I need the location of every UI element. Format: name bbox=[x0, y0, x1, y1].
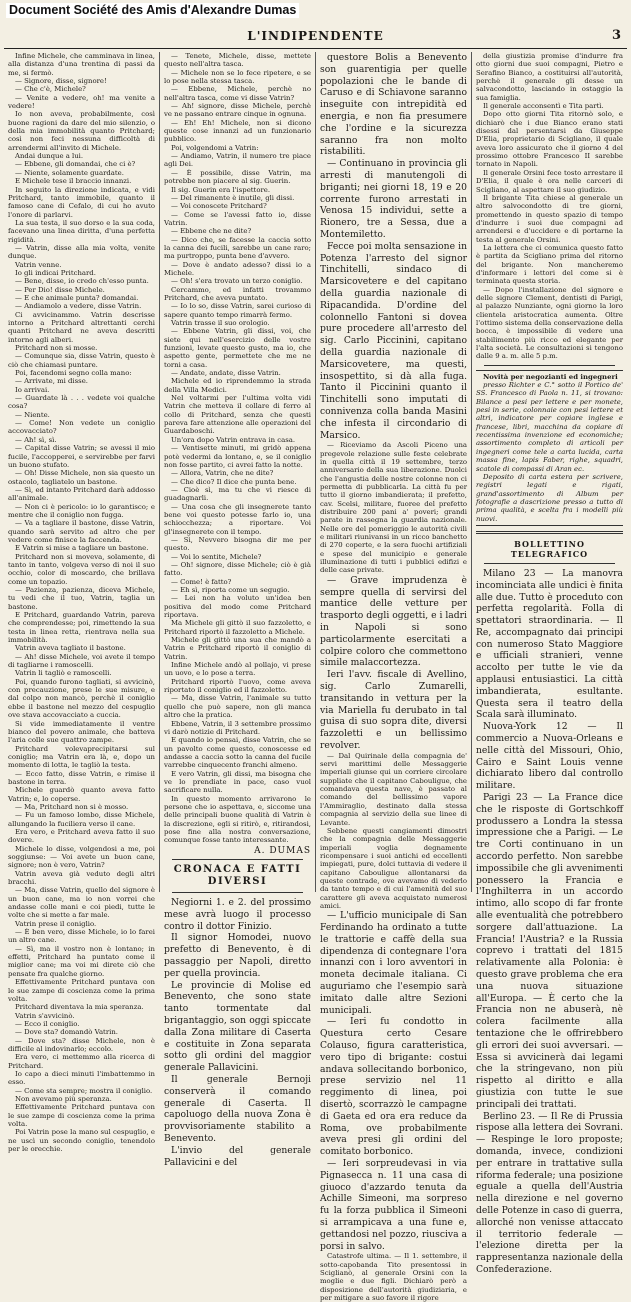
feuilleton-paragraph: Un'ora dopo Vatrin entrava in casa. bbox=[171, 435, 296, 444]
feuilleton-paragraph: — E che animale punta? domandai. bbox=[15, 293, 139, 302]
news-paragraph: Sebbene questi cangiamenti dimostri che la compagnia delle Messaggerie imperiali voglia degnamente ricompensare i suoi antichi ed eccellenti impiegati, pure, dolci tuttavia di vedere il capitano Cabouligue allontanarsi da queste contrade, ove avevamo di vederlo da tanto tempo e di cui l'amenità del suo carattere gli aveva acquistato numerosi amici. bbox=[320, 826, 467, 910]
feuilleton-paragraph: E Michele tese il braccio innanzi. bbox=[15, 177, 132, 186]
feuilleton-paragraph: — Per Dio! disse Michele. bbox=[15, 285, 105, 294]
feuilleton-paragraph: Io non aveva, probabilmente, così buone ragioni da dare del mio silenzio, o della mia immobilità quanto Pritchard; così non feci nessuna difficoltà di arrendermi all'invito di Michele. bbox=[8, 110, 155, 152]
feuilleton-paragraph: — Capital disse Vatrin; se avessi il mio fucile, l'accopperei, e servirebbe per farvi un buono stufato. bbox=[8, 444, 155, 469]
news-paragraph: Il signor Homodei, nuovo prefetto di Benevento, è di passaggio per Napoli, diretto per quella provincia. bbox=[164, 932, 311, 979]
feuilleton-paragraph: — Io lo so, disse Vatrin, sarei curioso di sapere quanto tempo rimarrà fermo. bbox=[164, 302, 311, 319]
news-paragraph: — Dopo l'installazione del signore e delle signore Clement, dentisti di Parigi, al palazzo Nunziante, ogni giorno la loro clientela aristocratica aumenta. Oltre l'ottimo sistema della conservazione della bocca, è impossibile di vedere una stabilimento più ricco ed elegante per l'alta società. Le consultazioni si tengono dalle 9 a. m. alle 5 p.m. bbox=[476, 285, 623, 361]
feuilleton-paragraph: — Ah! disse Michele, voi avete il tempo di tagliarne i ramoscelli. bbox=[8, 652, 155, 670]
notice-text: presso Richter e C.° sotto il Portico de' SS. Francesco di Paola n. 11, si trovano: Bilance a pesi per lettere e per monete, pesi in serie, colonnaie con pesi lettere et altri, indicatore per copiare inglese e francese, libri, macchina da copiare di recentissima invenzione ed economiche; assortimento completo di articoli per ingegneri come tele a carta lucida, carta massa fine, lapis Faber, righe, squadri, scatole di compassi di Aran ec. bbox=[476, 381, 623, 473]
feuilleton-paragraph: — È possibile, disse Vatrin, ma potrebbe non piacere al sig. Guerin. bbox=[164, 168, 311, 186]
feuilleton-paragraph: Io gli indicai Pritchard. bbox=[15, 268, 96, 277]
feuilleton-paragraph: Pritchard non si mosse. bbox=[15, 344, 98, 353]
feuilleton-paragraph: — Bene, disse, io credo ch'esso punta. bbox=[15, 277, 149, 286]
feuilleton-paragraph: — Guardate là . . . vedete voi qualche cosa? bbox=[8, 394, 155, 411]
feuilleton-paragraph: Pritchard diventava la mia speranza. bbox=[15, 1003, 144, 1012]
news-paragraph: La lettera che ci comunica questo fatto è partita da Scigliano prima del ritorno del brigante. Non mancheremo d'informare i lettori del come si è terminata questa storia. bbox=[476, 243, 623, 286]
feuilleton-paragraph: Vatrin venne. bbox=[15, 260, 62, 269]
feuilleton-paragraph: — Sì, ed intanto Pritchard darà addosso all'animale. bbox=[8, 485, 155, 503]
feuilleton-paragraph: — Venite a vedere, oh! ma venite a vedere! bbox=[8, 93, 155, 111]
news-paragraph: Catastrofe ultima. — Il 1. settembre, il sotto-capobanda Tito presentossi in Sciglianò, al generale Orsini con la moglie e due figli. Dichiarò però a disposizione dell'autorità giudiziaria, e per mitigare a suo favore il rigore bbox=[320, 1252, 467, 1302]
feuilleton-paragraph: Michele gli gittò una sua che mandò a Vatrin e Pritchard riportò il coniglio di Vatrin. bbox=[164, 636, 311, 661]
divider bbox=[484, 563, 615, 564]
news-paragraph: — Riceviamo da Ascoli Piceno una pregevole relazione sulle feste celebrate in quella città il 19 settembre, terzo anniversario della sua liberazione. Duolci che l'angustia delle nostre colonne non ci permetta di pubblicarla. La città fu per tutto il giorno imbandierata; il prefetto, cav. Scelsi, militare, fuoree del prefetto distribuire 200 pani a' poveri; grandi parate in rassegna la guardia nazionale. Nelle ore del pomeriggio le autorità civili e militari riunivansi in un ricco banchetto di 270 coperte, e la sera fuochi artifiziali e spese del municipio e generale illuminazione di tutti i pubblici edifizi e delle case private. bbox=[320, 441, 467, 575]
feuilleton-paragraph: — Oh! s'era trovato un terzo coniglio. bbox=[171, 277, 303, 286]
feuilleton-paragraph: Vatrin li tagliò e ramoscelli. bbox=[15, 669, 112, 678]
feuilleton-paragraph: Era vero, ci mettemmo alla ricerca di Pritchard. bbox=[8, 1053, 155, 1070]
feuilleton-paragraph: — Non ci è pericolo: io lo garantisco; e mentre che il coniglio non fugga. bbox=[8, 502, 155, 519]
feuilleton-paragraph: Ma Michele gli gittò il suo fazzoletto, e Pritchard riportò il fazzoletto a Michele. bbox=[164, 619, 311, 636]
feuilleton-paragraph: Infine Michele, che camminava in linea, alla distanza d'una trentina di passi da me, si fermò. bbox=[8, 52, 155, 77]
feuilleton-paragraph: Poi, facendomi segno colla mano: bbox=[15, 369, 132, 378]
feuilleton-paragraph: Non avevamo più speranza. bbox=[15, 1094, 112, 1103]
news-paragraph: — Continuano in provincia gli arresti di manutengoli di briganti; nei giorni 18, 19 e 20 corrente furono arrestati in Venosa 15 individui, sette a Rionero, tre a Sessa, due a Montemiletto. bbox=[320, 158, 467, 240]
feuilleton-paragraph: Cercammo, ed infatti trovammo Pritchard, che aveva puntato. bbox=[164, 285, 311, 302]
divider bbox=[484, 365, 615, 366]
feuilleton-paragraph: — Una cosa che gli insegnerete tanto bene voi questo potesse farlo io, una schiocchezza; a riportare. Voi gl'insegnerete con il tempo. bbox=[164, 502, 311, 536]
feuilleton-paragraph: Nel voltarmi per l'ultima volta vidi Vatrin che metteva il collare di ferro al collo di Pritchard, senza che questi pareva fare attenzione alle operazioni del Guardaboschi. bbox=[164, 394, 311, 436]
divider bbox=[172, 892, 303, 893]
news-paragraph: Le provincie di Molise ed Benevento, che sono state tanto tormentate dal brigantaggio, son oggi spiccate dalla Zona militare di Caserta e costituite in Zona separata sotto gli ordini del maggior generale Pallavicini. bbox=[164, 979, 311, 1074]
feuilleton-paragraph: — Pazienza, pazienza, diceva Michele, tu vedi che il tuo, Vatrin, taglia un bastone. bbox=[8, 586, 155, 611]
feuilleton-paragraph: Andai dunque a lui. bbox=[15, 152, 84, 161]
feuilleton-paragraph: — Che dico? Il dice che punta bene. bbox=[171, 477, 297, 486]
telegram-paragraph: Parigi 23 — La France dice che le risposte di Gortschkoff produssero a Londra la stessa impressione che a Parigi. — Le tre Corti continuano in un accordo perfetto. Non sarebbe impossibile che gli avvenimenti ponessero la Francia e l'Inghilterra in un accordo intimo, allo scopo di far fronte alle eventualità che potrebbero sorgere dall'attuazione. La Francia! l'Austria? e la Russia coprevo i trattati del 1815 relativamente alla Polonia: è questo grave problema che era una nuova situazione all'Europa. — È certo che la Francia non ne abuserà, nè colera facilmente alla tentazione che le offrirebbero gli errori dei suoi avversari. — Essa si avvicinerà dai legami che la stringevano, non più rispetto al diritto e alla giustizia con tutte le sue principali dei trattati. bbox=[476, 792, 623, 1110]
feuilleton-paragraph: — Ecco fatto, disse Vatrin, e rimise il bastone in terra. bbox=[8, 769, 155, 786]
masthead bbox=[4, 20, 627, 49]
feuilleton-paragraph: Pritchard riportò l'uovo, come aveva riportato il coniglio ed il fazzoletto. bbox=[164, 677, 311, 695]
news-paragraph: Il generale Bernoji conserverà il comando generale di Caserta. Il capoluogo della nuova Zona è provvisoriamente stabilito a Benevento. bbox=[164, 1073, 311, 1144]
feuilleton-paragraph: E Pritchard, guardando Vatrin, pareva che comprendesse; poi, rimettendo la sua testa in linea retta, rientrava nella sua immobilità. bbox=[8, 611, 155, 645]
feuilleton-paragraph: — Che c'è, Michele? bbox=[15, 85, 86, 94]
feuilleton-paragraph: — Comunque sia, disse Vatrin, questo è ciò che chiamasi puntare. bbox=[8, 352, 155, 369]
feuilleton-paragraph: Vatrin aveva tagliato il bastone. bbox=[15, 644, 126, 653]
feuilleton-paragraph: — Dico che, se facesse la caccia sotto la canna dei fucili, sarebbe un cane raro; ma purtroppo, punta bene d'avvero. bbox=[164, 235, 311, 261]
column-4 bbox=[471, 52, 627, 1275]
feuilleton-paragraph: Ebbene, Vatrin, il 3 settembre prossimo vi darò notizie di Pritchard. bbox=[164, 719, 311, 736]
feuilleton-paragraph: Vatrin prese il coniglio. bbox=[15, 919, 97, 928]
feuilleton-paragraph: E vero Vatrin, gli dissi, ma bisogna che ve lo prendiate in pace, caso vuol sacrificare nulla. bbox=[164, 769, 311, 795]
feuilleton-paragraph: In seguito la direzione indicata, e vidi Pritchard, tanto immobile, quanto il famoso cane di Cefalo, di cui ho avuto l'onore di parlarvi. bbox=[8, 185, 155, 219]
feuilleton-paragraph: — Come sta sempre; mostra il coniglio. bbox=[15, 1086, 153, 1095]
feuilleton-paragraph: — Niente, solamente guardate. bbox=[15, 168, 124, 177]
feuilleton-paragraph: Poi Vatrin pose la mano sul cespuglio, e ne uscì un secondo coniglio, tenendolo per le orecchie. bbox=[8, 1128, 155, 1154]
feuilleton-paragraph: Io capo a dieci minuti l'imbattemmo in esso. bbox=[8, 1069, 155, 1087]
feuilleton-paragraph: — Dove è andato adesso? dissi io a Michele. bbox=[164, 260, 311, 277]
feuilleton-paragraph: Poi, volgendomi a Vatrin: bbox=[171, 143, 259, 152]
divider bbox=[172, 859, 303, 860]
feuilleton-paragraph: — Ebbene Vatrin, gli dissi, voi, che siete qui nell'esercizio delle vostre funzioni, levate questo gusto, ma io, che aspetto gente, permettete che me ne torni a casa. bbox=[164, 327, 311, 369]
feuilleton-paragraph: — Lei non ha voluto un'idea ben positiva del modo come Pritchard riportava. bbox=[164, 594, 311, 620]
news-paragraph: — Grave imprudenza è sempre quella di servirsi del mantice delle vetture per trasporto degli oggetti, e i ladri in Napoli si sono particolarmente esercitati a colpire coloro che commettono simile malaccortezza. bbox=[320, 574, 467, 669]
feuilleton-paragraph: — Niente. bbox=[15, 410, 50, 419]
notice-text: Deposito di carta estera per scrivere, registri legati e rigati, grand'assortimento di Album per fotografie a dascrizione presso a tutto di prima qualità, e scelta fra i modelli più nuovi. bbox=[476, 472, 623, 523]
news-paragraph: Il generale Orsini fece tosto arrestare il D'Elia, il quale è ora nelle carceri di Scigliano, al aspettare il suo giudizio. bbox=[476, 168, 623, 194]
feuilleton-paragraph: — Ebbene, Michele, perchè no nell'altra tasca, come vi disse Vatrin? bbox=[164, 85, 311, 102]
notice-title: Novità per negozianti ed ingegneri bbox=[483, 372, 618, 381]
telegram-paragraph: Berlino 23. — Il Re di Prussia rispose alla lettera dei Sovrani. — Respinge le loro proposte; domanda, invece, condizioni per entrare in trattative sulla riforma federale; una posizione eguale a quella dell'Austria nella direzione e nel governo delle Potenze in caso di guerra, allorché non venisse attaccato il territorio federale — l'elezione diretta per la rappresentanza nazionale della Confederazione. bbox=[476, 1110, 623, 1275]
feuilleton-paragraph: — Dove sta? domandò Vatrin. bbox=[15, 1028, 118, 1037]
feuilleton-paragraph: — È ben vero, disse Michele, io lo farei un altro cane. bbox=[8, 928, 155, 945]
feuilleton-paragraph: Effettivamente Pritchard puntava con le sue zampe di coscienza come la prima volta. bbox=[8, 1103, 155, 1128]
feuilleton-paragraph: — Ventisette minuti, mi gridò appena potè vedermi da lontano, e, se il coniglio non fosse partito, ci avrei fatto la notte. bbox=[164, 444, 311, 469]
feuilleton-paragraph: Il sig. Guerin era l'ispettore. bbox=[171, 185, 271, 194]
feuilleton-paragraph: In questo momento arrivarono le persone che io aspettava, e, siccome una delle principali buone qualità di Vatrin è la discrezione, egli si ritirò, e, ritirandosi, pose fine alla nostra conversazione, comunque fosse tanto interessante. bbox=[164, 794, 311, 845]
feuilleton-paragraph: Infine Michele andò al pollajo, vi prese un uovo, e lo pose a terra. bbox=[164, 661, 311, 678]
page-number: 3 bbox=[611, 28, 621, 43]
feuilleton-paragraph: — Ecco il coniglio. bbox=[15, 1019, 80, 1028]
feuilleton-paragraph: E quando io pensai, disse Vatrin, che se un pavolto come questo, conoscesse ed andasse a caccia sotto la canna del fucile varrebbe cinquecento franchi almeno. bbox=[164, 736, 311, 770]
feuilleton-paragraph: — Voi lo sentite, Michele? bbox=[171, 552, 262, 561]
news-paragraph: Ieri l'avv. fiscale di Avellino, sig. Carlo Zumarelli, transitando in vettura per la via Mariella fu derubato in tal guisa di suo sopra dite, diversi fazzoletti e un bellissimo revolver. bbox=[320, 669, 467, 751]
watermark-banner: Document Société des Amis d'Alexandre Dumas bbox=[6, 3, 299, 18]
feuilleton-paragraph: — Signore, disse, signore! bbox=[15, 77, 107, 86]
feuilleton-paragraph: Pritchard volevaprecipitarsi sul coniglio; ma Vatrin era là, e, dopo un momento di lotta, le tagliò la testa. bbox=[8, 744, 155, 770]
feuilleton-paragraph: Pritchard non si moveva, solamente, di tanto in tanto, volgeva verso di noi il suo occhio, color di moscardo, che brillava come un topazio. bbox=[8, 552, 155, 586]
feuilleton-paragraph: — Sì, Nevvero bisogna dir me per questo. bbox=[164, 535, 311, 553]
news-paragraph: Negiorni 1. e 2. del prossimo mese avrà luogo il processo contro il dottor Finizio. bbox=[164, 897, 311, 932]
news-paragraph: Fecce poi molta sensazione in Potenza l'arresto del signor Tinchitelli, sindaco di Marsicovetere e del capitano della guardia nazionale di Ripacandida. D'ordine del colonnello Fantoni si dovea pure procedere all'arresto del sig. Carlo Piccinini, capitano della guardia nazionale di Marsicovetere, ma questi, insospettito, si dà alla fuga. Tanto il Piccinini quanto il Tinchitelli sono imputati di connivenza colla banda Masini che infesta il circondario di Marsico. bbox=[320, 240, 467, 441]
feuilleton-paragraph: — Come se l'avessi fatto io, disse Vatrin. bbox=[164, 210, 311, 227]
feuilleton-paragraph: — Oh! signore, disse Michele; ciò è già fatto. bbox=[164, 560, 311, 578]
feuilleton-paragraph: E Vatrin si mise a tagliare un bastone. bbox=[15, 544, 149, 553]
feuilleton-paragraph: — Voi conoscete Pritchard? bbox=[171, 202, 267, 211]
feuilleton-paragraph: — Andate, andate, disse Vatrin. bbox=[171, 369, 281, 378]
feuilleton-paragraph: Si vide immediatamente il ventre bianco del povero animale, che batteva l'aria colle sue quattro zampe. bbox=[8, 719, 155, 745]
news-paragraph: Dopo otto giorni Tita ritornò solo, e dichiarò che i due Bianco erano stati disessi dal persentarsi da Giuseppe D'Elia, proprietario di Scigliano, il quale aveva loro assicurato che il giorno 4 del prossimo ottobre Francesco II sarebbe tornato in Napoli. bbox=[476, 110, 623, 169]
section-heading-cronaca: CRONACA E FATTI DIVERSI bbox=[173, 864, 302, 887]
feuilleton-paragraph: — Arrivate, mi disse. bbox=[15, 377, 88, 386]
feuilleton-paragraph: Michele ed io riprendemmo la strada della Villa Medici. bbox=[164, 377, 311, 394]
feuilleton-paragraph: — Come! è fatto? bbox=[171, 577, 232, 586]
news-paragraph: questore Bolis a Benevento son guarentigia per quelle popolazioni che le bande di Caruso e di Schiavone saranno inseguite con intrepidità ed energia, e non fia presumere che l'ordine e la sicurezza saranno fra non molto ristabiliti. bbox=[320, 52, 467, 158]
news-paragraph: — L'ufficio municipale di San Ferdinando ha ordinato a tutte le trattorie e caffè della sua dipendenza di contegnare l'ora innanzi con i loro avventori in moneta decimale italiana. Ci auguriamo che l'esempio sarà imitato dalle altre Sezioni municipali. bbox=[320, 910, 467, 1016]
feuilleton-paragraph: — Del rimanente è inutile, gli dissi. bbox=[171, 193, 295, 202]
feuilleton-paragraph: Vatrin aveva già veduto degli altri bracchi. bbox=[8, 869, 155, 887]
feuilleton-paragraph: — Va a tagliare il bastone, disse Vatrin, quando sarà servito ad altro che per vedere come finisce la faccenda. bbox=[8, 519, 155, 544]
feuilleton-paragraph: — Ebbene, gli domandai, che ci è? bbox=[15, 160, 136, 169]
news-paragraph: — Ieri fu condotto in Questura certo Cesare Colauso, figura caratteristica, vero tipo di brigante: costui andava sollecitando borbonico, prese servizio nel 11 reggimento di linea, poi disertò, scorrazzò le campagne di Gaeta ed ora era reduce da Roma, ove probabilmente aveva presi gli ordini del comitato borbonico. bbox=[320, 1016, 467, 1158]
feuilleton-paragraph: Ci avvicinammo. Vatrin descrisse intorno a Pritchard altrettanti cerchi quanti Pritchard ne aveva descritti intorno agli alberi. bbox=[8, 310, 155, 344]
feuilleton-paragraph: Era vero, e Pritchard aveva fatto il suo dovere. bbox=[8, 827, 155, 845]
feuilleton-paragraph: — Tenete, Michele, disse, mettete questo nell'altra tasca. bbox=[164, 52, 311, 69]
feuilleton-paragraph: — Fu un famoso lombo, disse Michele, allungando la fuciliera verso il cane. bbox=[8, 811, 155, 828]
notice-box bbox=[476, 370, 623, 526]
feuilleton-paragraph: Michele guardò quanto aveva fatto Vatrin; e, lo coperse. bbox=[8, 786, 155, 803]
feuilleton-paragraph: — Dove sta? disse Michele, non è difficile al indovinarlo; eccolo. bbox=[8, 1036, 155, 1053]
news-paragraph: — Dal Quirinale della compagnia de' servi marittimi delle Messaggerie imperiali giunse qui un corriere circolare suppliate che il capitano Cabouligue, che comandava questa nave, è passato al comando del bellissimo vapore l'Ammiraglio, destinato dalla stessa compagnia al servizio della sue linee di Levante. bbox=[320, 751, 467, 827]
telegram-paragraph: Milano 23 — La manovra incominciata alle undici è finita alle due. Tutto è proceduto con perfetta regolarità. Folla di spettatori straordinaria. — Il Re, accompagnato dai principi con numeroso Stato Maggiore e ufficiali stranieri, venne accolto per tutte le vie da applausi entusiastici. La città imbandierata, esultante. Questa sera il teatro della Scala sarà illuminato. bbox=[476, 567, 623, 721]
column-3 bbox=[315, 52, 471, 1302]
news-paragraph: Il brigante Tita chiese al generale un altro salvocondotto di tre giorni, promettendo in questo spazio di tempo d'indurre i suoi due compagni ad arrendersi e d'uccidere e di portarne la testa al generale Orsini. bbox=[476, 193, 623, 244]
page-columns bbox=[4, 52, 627, 1302]
feuilleton-paragraph: — Michele non se lo fece ripetere, e se lo pose nella stessa tasca. bbox=[164, 68, 311, 86]
column-2 bbox=[159, 52, 315, 1168]
feuilleton-paragraph: Poi, quando furono tagliati, si avvicinò, con precauzione, prese le sue misure, e dal colpo non mancò, perchè il coniglio ebbe il bastone nel mezzo del cespuglio ove stava accovacciato a cuccia. bbox=[8, 677, 155, 720]
feuilleton-paragraph: — Eh! Eh! Michele, non si dicono queste cose innanzi ad un funzionario pubblico. bbox=[164, 118, 311, 144]
feuilleton-paragraph: — Ma, Pritchard non si è mosso. bbox=[15, 802, 129, 811]
feuilleton-paragraph: — Allora, Vatrin, che ne dite? bbox=[171, 469, 274, 478]
feuilleton-paragraph: Effettivamente Pritchard puntava con le sue zampe di coscienza come la prima volta. bbox=[8, 978, 155, 1003]
feuilleton-paragraph: — Vatrin, disse alla mia volta, venite dunque. bbox=[8, 243, 155, 261]
feuilleton-paragraph: — Andiamolo a vedere, disse Vatrin. bbox=[15, 302, 142, 311]
author-signature: A. DUMAS bbox=[254, 845, 311, 856]
divider bbox=[476, 531, 623, 534]
feuilleton-paragraph: — Ma, disse Vatrin, l'animale su tutto quello che può sapere, non gli manca altro che la pratica. bbox=[164, 694, 311, 720]
news-paragraph: L'invio del generale Pallavicini e del bbox=[164, 1144, 311, 1168]
newspaper-title: L'INDIPENDENTE bbox=[247, 29, 384, 43]
news-paragraph: della giustizia promise d'indurre fra otto giorni due suoi compagni, Pietro e Serafino Bianco, a costituirsi all'autorità, perchè il generale gli desse un salvacondotto, lasciando in ostaggio la sua famiglia. bbox=[476, 52, 623, 102]
feuilleton-paragraph: Vatrin trasse il suo orologio. bbox=[171, 319, 270, 327]
feuilleton-paragraph: — Sì, ma il vostro non è lontano; in effetti, Pritchard ha puntato come il miglior cane; ma voi mi direte ciò che pensate fra qualche giorno. bbox=[8, 944, 155, 978]
news-paragraph: Il generale acconsentì e Tita partì. bbox=[483, 102, 604, 111]
feuilleton-paragraph: — Ah! sì, sì. bbox=[15, 435, 57, 444]
news-paragraph: — Ieri sorpreudevasi in via Pignasecca n. 11 una casa di giuoco d'azzardo tenuta da Achille Simeoni, ma sorpreso fu la forza pubblica il Simeoni si arrampicava a una fune e, gettandosi nel pozzo, riusciva a porsi in salvo. bbox=[320, 1158, 467, 1252]
feuilleton-paragraph: Io arrivai. bbox=[15, 385, 50, 394]
telegram-paragraph: Nuova-York 12 — Il commercio a Nuova-Orleans e nelle città del Missouri, Ohio, Cairo e Saint Louis venne dichiarato libero dal controllo militare. bbox=[476, 721, 623, 792]
feuilleton-paragraph: — Come! Non vedete un coniglio accovacciato? bbox=[8, 419, 155, 436]
feuilleton-paragraph: — Eh sì, riporta come un segugio. bbox=[171, 586, 290, 594]
column-1 bbox=[4, 52, 159, 1154]
feuilleton-paragraph: — Ma, disse Vatrin, quello del signore è un buon cane, ma io non vorrei che andasse colle mani e coi piedi, tutte le volte che si mette a far male. bbox=[8, 886, 155, 920]
feuilleton-paragraph: — Ah! signore, disse Michele, perchè ve ne passano entrare cinque in ognuna. bbox=[164, 102, 311, 119]
feuilleton-paragraph: — Cioè sì, ma tu che vi riesce di guadagnarli. bbox=[164, 485, 311, 503]
feuilleton-paragraph: — Oh! Disse Michele, non sia questo un ostacolo, tagliatelo un bastone. bbox=[8, 469, 155, 486]
feuilleton-paragraph: La sua testa, il suo dorso e la sua coda, facevano una linea diritta, d'una perfetta rigidità. bbox=[8, 218, 155, 244]
feuilleton-paragraph: — Ebbene che ne dite? bbox=[171, 227, 252, 236]
section-heading-bollettino: BOLLETTINO TELEGRAFICO bbox=[510, 538, 589, 559]
feuilleton-paragraph: Vatrin s'avvicinò. bbox=[15, 1011, 75, 1020]
feuilleton-paragraph: — Andiamo, Vatrin, il numero tre piace agli Dei. bbox=[164, 152, 311, 169]
feuilleton-paragraph: Michele lo disse, volgendosi a me, poi soggiunse: — Voi avete un buon cane, signore; non è vero, Vatrin? bbox=[8, 844, 155, 870]
